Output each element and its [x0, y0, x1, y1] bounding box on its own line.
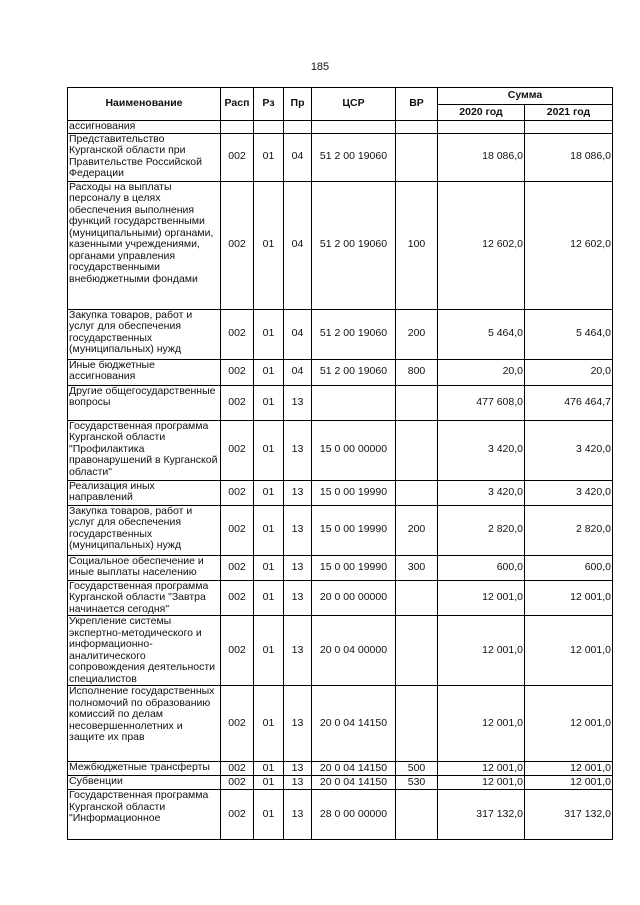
cell-vr: 200: [396, 505, 438, 555]
cell-y2021: 12 001,0: [525, 686, 613, 762]
cell-vr: [396, 480, 438, 505]
cell-csr: 51 2 00 19060: [312, 181, 396, 309]
cell-pr: 13: [284, 505, 312, 555]
cell-csr: 20 0 04 14150: [312, 762, 396, 776]
header-2020: 2020 год: [438, 105, 525, 121]
cell-y2020: 12 001,0: [438, 762, 525, 776]
cell-y2020: 12 001,0: [438, 686, 525, 762]
cell-y2020: 477 608,0: [438, 385, 525, 420]
cell-pr: 04: [284, 133, 312, 181]
cell-y2021: 12 001,0: [525, 616, 613, 686]
cell-y2021: 3 420,0: [525, 480, 613, 505]
cell-rz: 01: [254, 505, 284, 555]
cell-rz: 01: [254, 420, 284, 480]
cell-y2020: 12 001,0: [438, 580, 525, 616]
cell-rasp: 002: [221, 790, 254, 840]
cell-rz: 01: [254, 181, 284, 309]
cell-rasp: [221, 121, 254, 134]
cell-y2020: 12 001,0: [438, 776, 525, 790]
cell-vr: 100: [396, 181, 438, 309]
cell-y2020: 20,0: [438, 359, 525, 385]
cell-vr: [396, 790, 438, 840]
cell-rasp: 002: [221, 309, 254, 359]
cell-y2021: 476 464,7: [525, 385, 613, 420]
cell-csr: 15 0 00 19990: [312, 480, 396, 505]
table-row: [68, 555, 613, 580]
cell-pr: 13: [284, 686, 312, 762]
cell-rz: 01: [254, 776, 284, 790]
cell-name: Субвенции: [68, 776, 221, 790]
cell-name: Представительство Курганской области при Правительстве Российской Федерации: [68, 133, 221, 181]
cell-rasp: 002: [221, 420, 254, 480]
cell-y2020: 3 420,0: [438, 480, 525, 505]
table-row: [68, 359, 613, 385]
cell-name: Социальное обеспечение и иные выплаты населению: [68, 555, 221, 580]
cell-rz: [254, 121, 284, 134]
cell-pr: 13: [284, 555, 312, 580]
cell-vr: [396, 686, 438, 762]
cell-y2021: 3 420,0: [525, 420, 613, 480]
cell-name: Реализация иных направлений: [68, 480, 221, 505]
header-rasp: Расп: [221, 88, 254, 121]
cell-vr: [396, 580, 438, 616]
cell-rasp: 002: [221, 580, 254, 616]
header-rz: Рз: [254, 88, 284, 121]
budget-table: [67, 87, 613, 840]
page-number: 185: [310, 61, 330, 73]
cell-y2020: 18 086,0: [438, 133, 525, 181]
cell-csr: 51 2 00 19060: [312, 133, 396, 181]
header-name: Наименование: [68, 88, 221, 121]
cell-rz: 01: [254, 385, 284, 420]
cell-csr: [312, 121, 396, 134]
cell-csr: 51 2 00 19060: [312, 309, 396, 359]
cell-pr: 04: [284, 309, 312, 359]
cell-pr: 04: [284, 181, 312, 309]
cell-name: Закупка товаров, работ и услуг для обеспечения государственных (муниципальных) нужд: [68, 505, 221, 555]
table-row: [68, 686, 613, 762]
cell-y2021: [525, 121, 613, 134]
cell-csr: 15 0 00 19990: [312, 555, 396, 580]
cell-pr: 13: [284, 762, 312, 776]
table-row: [68, 776, 613, 790]
cell-pr: [284, 121, 312, 134]
table-row: [68, 121, 613, 134]
cell-rasp: 002: [221, 480, 254, 505]
cell-rz: 01: [254, 762, 284, 776]
cell-y2021: 12 001,0: [525, 580, 613, 616]
table-row: [68, 133, 613, 181]
cell-rz: 01: [254, 359, 284, 385]
cell-vr: [396, 616, 438, 686]
cell-vr: 200: [396, 309, 438, 359]
cell-y2021: 18 086,0: [525, 133, 613, 181]
cell-csr: 20 0 04 14150: [312, 776, 396, 790]
header-pr: Пр: [284, 88, 312, 121]
table-row: [68, 790, 613, 840]
cell-vr: 500: [396, 762, 438, 776]
cell-y2020: [438, 121, 525, 134]
table-body: [68, 121, 613, 840]
cell-name: ассигнования: [68, 121, 221, 134]
cell-csr: [312, 385, 396, 420]
table-row: [68, 616, 613, 686]
cell-y2020: 2 820,0: [438, 505, 525, 555]
cell-csr: 51 2 00 19060: [312, 359, 396, 385]
table-row: [68, 480, 613, 505]
cell-pr: 13: [284, 776, 312, 790]
cell-vr: [396, 133, 438, 181]
cell-csr: 15 0 00 19990: [312, 505, 396, 555]
header-sum: Сумма: [438, 88, 613, 105]
header-vr: ВР: [396, 88, 438, 121]
table-row: [68, 385, 613, 420]
cell-pr: 04: [284, 359, 312, 385]
cell-name: Исполнение государственных полномочий по образованию комиссий по делам несовершеннолетних и защите их прав: [68, 686, 221, 762]
cell-rasp: 002: [221, 359, 254, 385]
cell-rasp: 002: [221, 555, 254, 580]
cell-y2021: 2 820,0: [525, 505, 613, 555]
cell-rasp: 002: [221, 686, 254, 762]
cell-y2021: 600,0: [525, 555, 613, 580]
table-row: [68, 580, 613, 616]
cell-csr: 20 0 00 00000: [312, 580, 396, 616]
cell-rasp: 002: [221, 385, 254, 420]
cell-y2021: 5 464,0: [525, 309, 613, 359]
cell-pr: 13: [284, 385, 312, 420]
cell-rz: 01: [254, 580, 284, 616]
cell-csr: 20 0 04 14150: [312, 686, 396, 762]
cell-y2021: 12 001,0: [525, 776, 613, 790]
cell-rasp: 002: [221, 776, 254, 790]
cell-csr: 20 0 04 00000: [312, 616, 396, 686]
cell-rz: 01: [254, 480, 284, 505]
cell-y2021: 317 132,0: [525, 790, 613, 840]
cell-vr: [396, 420, 438, 480]
cell-rasp: 002: [221, 181, 254, 309]
cell-vr: [396, 385, 438, 420]
cell-y2020: 12 602,0: [438, 181, 525, 309]
cell-vr: [396, 121, 438, 134]
cell-pr: 13: [284, 480, 312, 505]
table-row: [68, 181, 613, 309]
cell-name: Государственная программа Курганской области "Информационное: [68, 790, 221, 840]
cell-pr: 13: [284, 616, 312, 686]
table-row: [68, 309, 613, 359]
cell-name: Межбюджетные трансферты: [68, 762, 221, 776]
cell-pr: 13: [284, 580, 312, 616]
table-row: [68, 505, 613, 555]
cell-y2020: 600,0: [438, 555, 525, 580]
cell-name: Государственная программа Курганской области "Профилактика правонарушений в Курганской области": [68, 420, 221, 480]
table-row: [68, 762, 613, 776]
cell-name: Другие общегосударственные вопросы: [68, 385, 221, 420]
cell-name: Закупка товаров, работ и услуг для обеспечения государственных (муниципальных) нужд: [68, 309, 221, 359]
cell-rasp: 002: [221, 505, 254, 555]
cell-name: Расходы на выплаты персоналу в целях обеспечения выполнения функций государственными (муниципальными) органами, казенными учреждениями, органами управления государственными внебюджетными фондами: [68, 181, 221, 309]
cell-name: Иные бюджетные ассигнования: [68, 359, 221, 385]
header-2021: 2021 год: [525, 105, 613, 121]
cell-y2020: 12 001,0: [438, 616, 525, 686]
cell-pr: 13: [284, 790, 312, 840]
cell-y2021: 12 602,0: [525, 181, 613, 309]
cell-vr: 300: [396, 555, 438, 580]
cell-rz: 01: [254, 686, 284, 762]
cell-vr: 800: [396, 359, 438, 385]
cell-pr: 13: [284, 420, 312, 480]
cell-y2020: 3 420,0: [438, 420, 525, 480]
cell-rz: 01: [254, 133, 284, 181]
cell-y2021: 12 001,0: [525, 762, 613, 776]
header-csr: ЦСР: [312, 88, 396, 121]
cell-rz: 01: [254, 616, 284, 686]
cell-y2020: 5 464,0: [438, 309, 525, 359]
cell-csr: 15 0 00 00000: [312, 420, 396, 480]
cell-vr: 530: [396, 776, 438, 790]
cell-y2021: 20,0: [525, 359, 613, 385]
cell-name: Государственная программа Курганской области "Завтра начинается сегодня": [68, 580, 221, 616]
cell-csr: 28 0 00 00000: [312, 790, 396, 840]
table-row: [68, 420, 613, 480]
cell-rz: 01: [254, 555, 284, 580]
cell-rz: 01: [254, 790, 284, 840]
cell-rasp: 002: [221, 616, 254, 686]
cell-rasp: 002: [221, 133, 254, 181]
cell-name: Укрепление системы экспертно-методического и информационно-аналитического сопровождения деятельности специалистов: [68, 616, 221, 686]
cell-rz: 01: [254, 309, 284, 359]
cell-rasp: 002: [221, 762, 254, 776]
cell-y2020: 317 132,0: [438, 790, 525, 840]
